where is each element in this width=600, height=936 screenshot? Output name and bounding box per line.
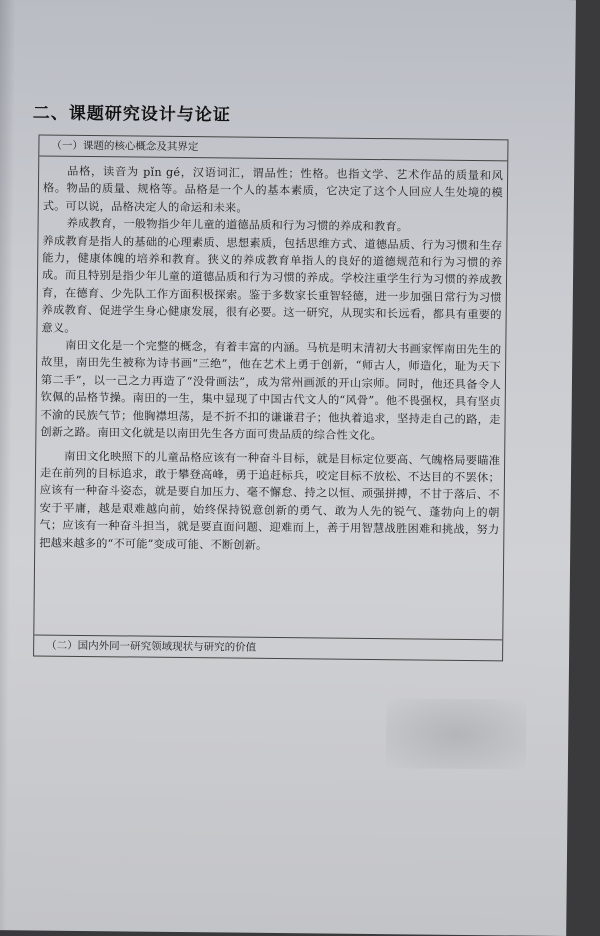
paragraph-nantian-culture: 南田文化是一个完整的概念，有着丰富的内涵。马杭是明末清初大书画家恽南田先生的故里，南田先生被称为诗书画“三绝”，他在艺术上勇于创新，“师古人，师造化，耻为天下第二手”，以一己之力再造了“没骨画法”，成为常州画派的开山宗师。同时，他还具备令人钦佩的品格节操。南田的一生，集中显现了中国古代文人的“风骨”。他不畏强权，具有坚贞不渝的民族气节；他胸襟坦荡，是不折不扣的谦谦君子；他执着追求，坚持走自己的路，走创新之路。南田文化就是以南田先生各方面可贵品质的综合性文化。: [40, 338, 502, 443]
section-title: 二、课题研究设计与论证: [32, 103, 231, 126]
paragraph-yangcheng-definition: 养成教育是指人的基础的心理素质、思想素质，包括思维方式、道德品质、行为习惯和生存能力，健康体魄的培养和教育。狭义的养成教育单指人的良好的道德规范和行为习惯的养成。而且特别是指少年儿童的道德品质和行为习惯的养成。学校注重学生行为习惯的养成教育，在德育、少先队工作方面积极探索。鉴于多数家长重智轻德，进一步加强日常行为习惯养成教育、促进学生身心健康发展，很有必要。这一研究，从现实和长远看，都具有重要的意义。: [41, 234, 503, 335]
subsection-2-heading: （二）国内外同一研究领域现状与研究的价值: [34, 634, 502, 660]
page-shadow: [386, 698, 527, 769]
binder-shadow: [0, 0, 16, 930]
paragraph-yangcheng-intro: 养成教育，一般物指少年儿童的道德品质和行为习惯的养成和教育。: [66, 216, 409, 234]
subsection-1-body: [35, 156, 507, 556]
paragraph-child-character-a: 南田文化映照下的儿童品格应该有一种奋斗目标，就是目标定位要高、气魄格局要瞄准走在前列的目标追求，敢于攀登高峰，勇于追赶标兵，咬定目标不放松、不达目的不罢休；应该有一种奋斗姿态，就是要自加压力、毫不懈怠、持之以恒、顽强拼搏，不甘于落后、不安于平庸，越是艰难越向前，始终保持锐意创新的勇气、敢为人先的锐气、蓬勃向上的朝气；应该有一种奋斗担当，就是要直面问题、迎难而上，善于用智慧战胜困难和挑战，努力把越来越多的“不可能”变成可能、不断创新。: [39, 449, 501, 552]
subsection-1-heading: （一）课题的核心概念及其界定: [39, 135, 507, 161]
paragraph-pinge: 品格，读音为 pǐn gé，汉语词汇，谓品性；性格。也指文学、艺术作品的质量和风格。物品的质量、规格等。品格是一个人的基本素质，它决定了这个人回应人生处境的模式。可以说，品格决定人的命运和未来。: [42, 164, 504, 215]
paragraph-child-character: [39, 447, 500, 556]
content-table: [33, 134, 508, 661]
